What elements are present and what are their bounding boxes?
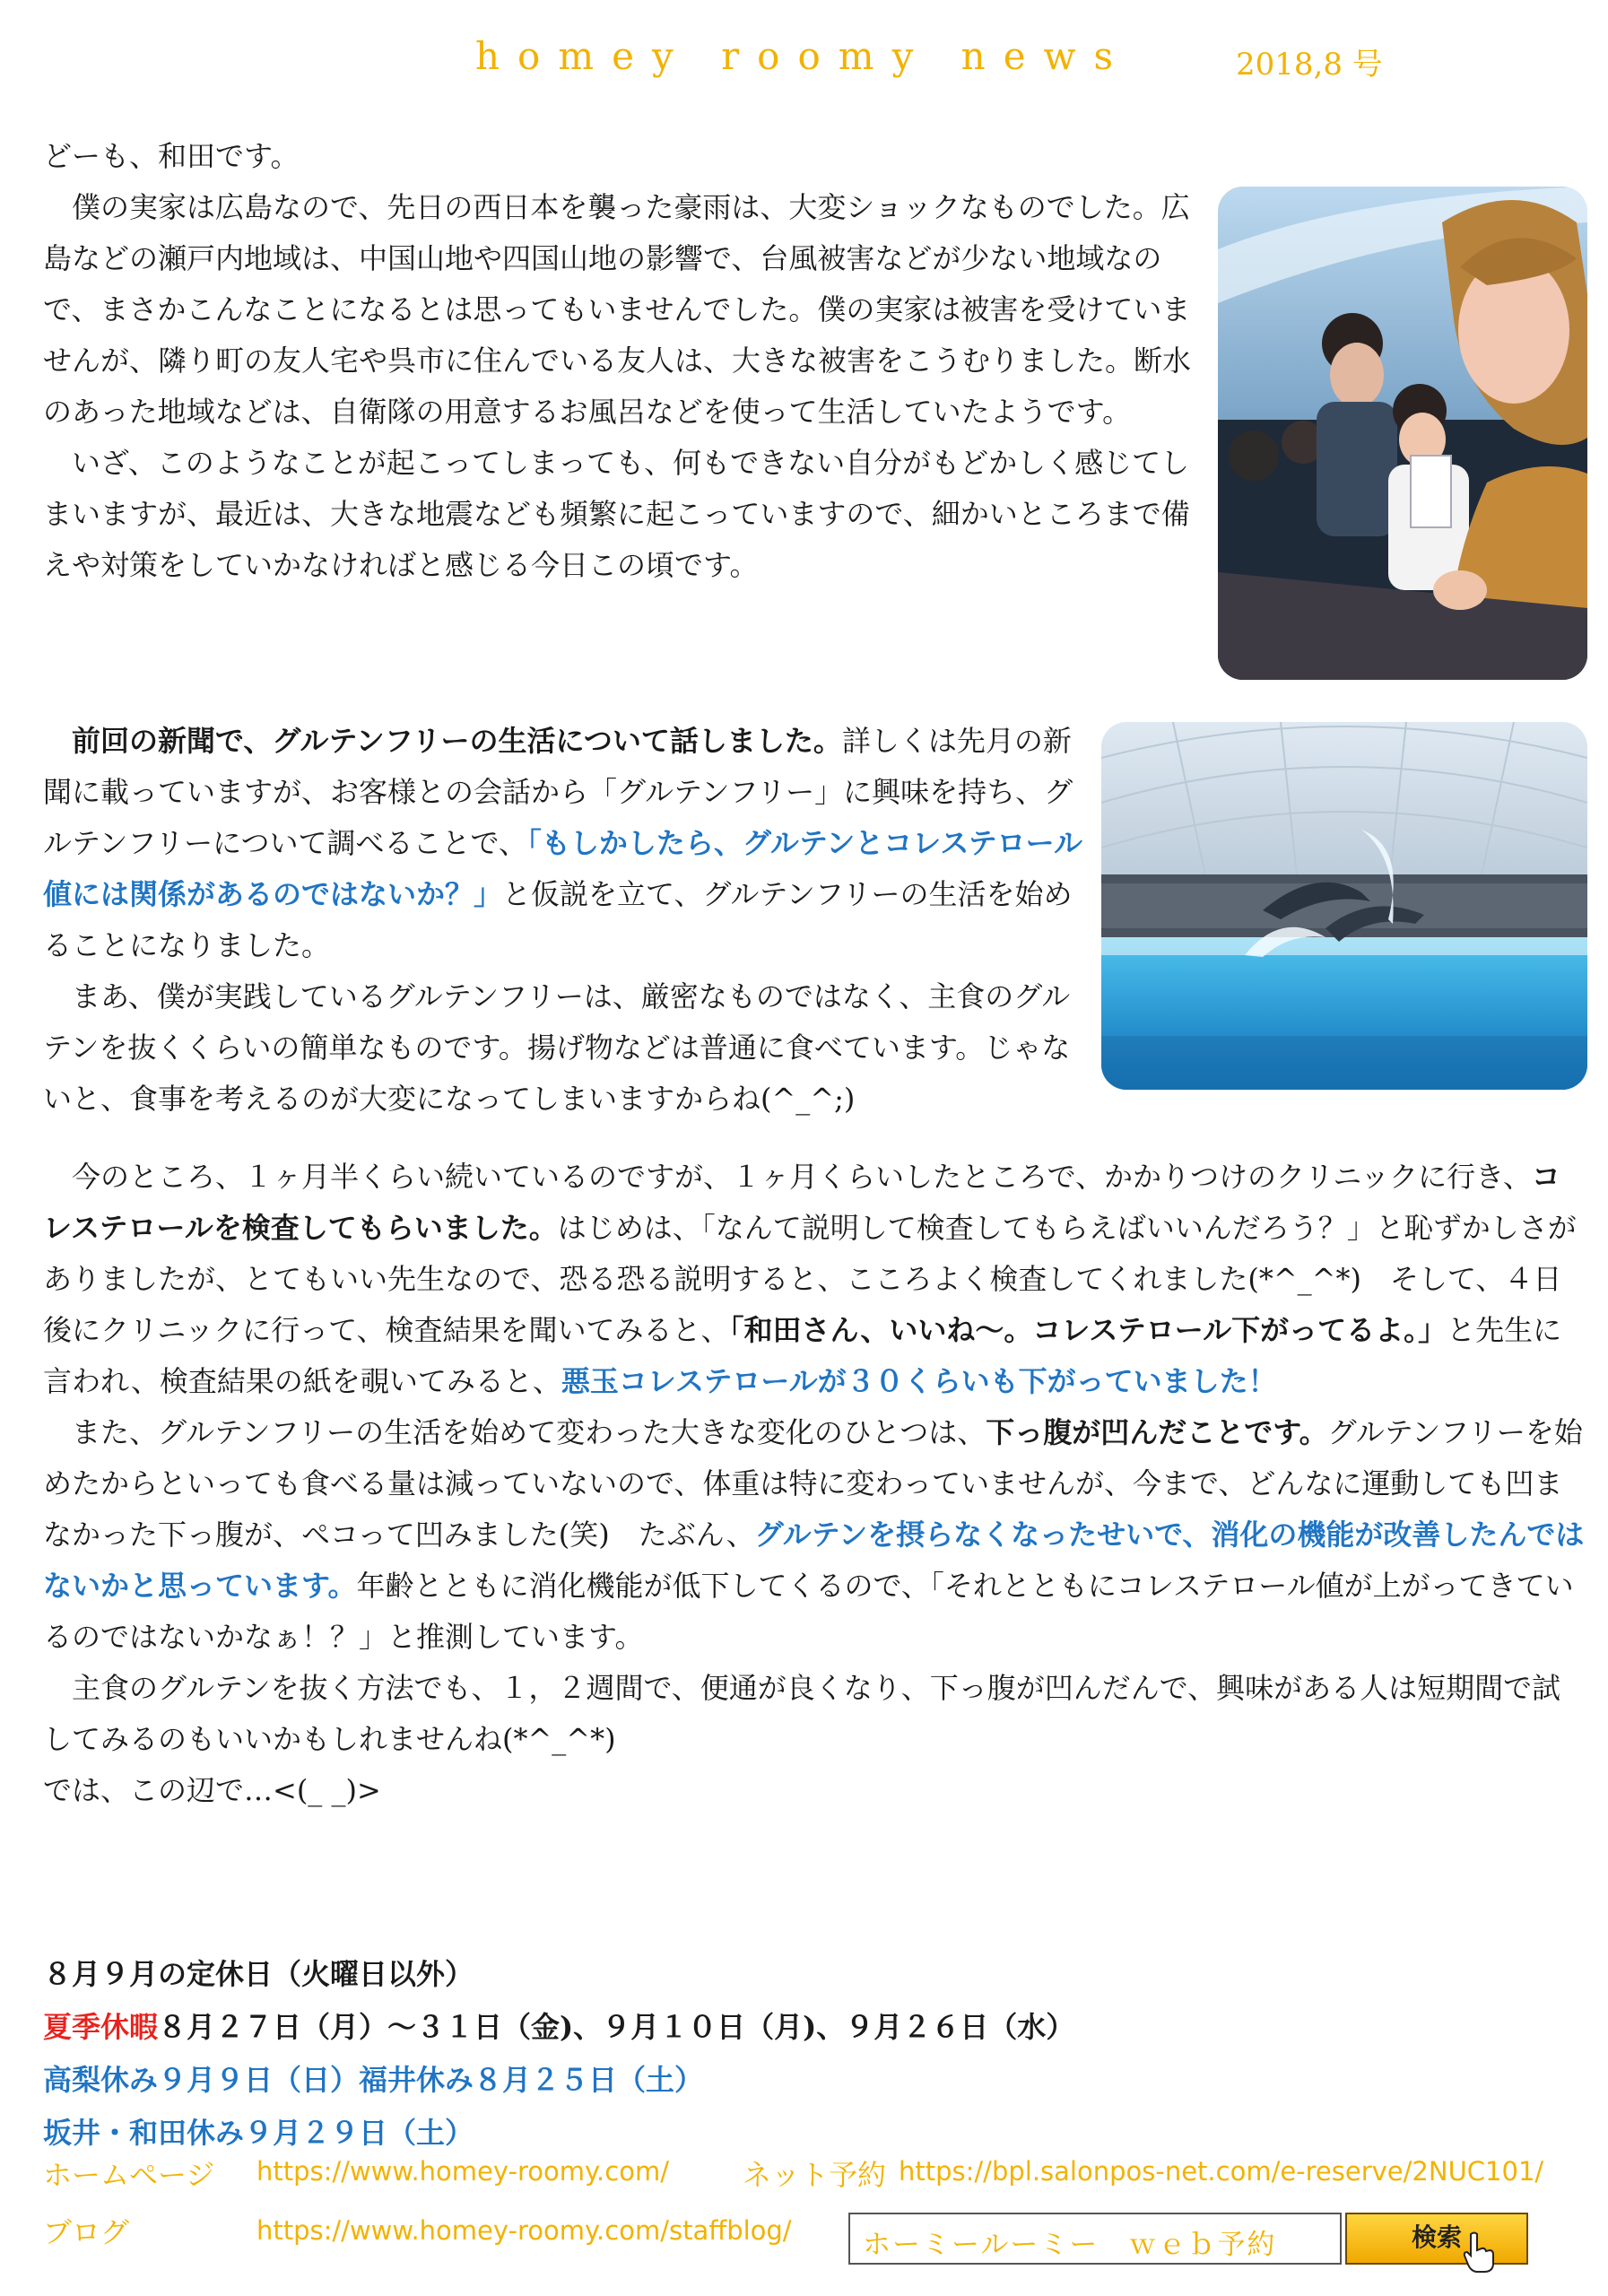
staff-holiday-line-1: 高梨休み９月９日（日）福井休み８月２５日（土） [43,2063,704,2097]
blog-link[interactable]: https://www.homey-roomy.com/staffblog/ [256,2215,792,2246]
web-reserve-text: ホーミールーミー ｗｅｂ予約 [863,2229,1277,2261]
previous-issue-note: 前回の新聞で、グルテンフリーの生活について話しました。 [72,724,842,758]
greeting: どーも、和田です。 [43,139,300,173]
article-gluten-free [43,716,1092,1125]
holiday-title: ８月９月の定休日（火曜日以外） [43,1957,474,1991]
dolphin-show-photo [1101,722,1587,1090]
hypothesis-highlight: 「もしかしたら、グルテンとコレステロール値には関係があるのではないか？」 [43,826,1083,911]
reserve-link[interactable]: https://bpl.salonpos-net.com/e-reserve/2NUC101/ [899,2156,1544,2187]
p5-text-b: はじめは、「なんて説明して検査してもらえばいいんだろう？」と恥ずかしさがありましたが、とてもいい先生なので、恐る恐る説明すると、こころよく検査してくれました(*^_^*) そして、４日後にクリニックに行って、検査結果を聞いてみると、 [43,1211,1577,1347]
blog-label: ブログ [43,2215,130,2249]
reserve-label: ネット予約 [743,2158,887,2192]
paragraph-1: 僕の実家は広島なので、先日の西日本を襲った豪雨は、大変ショックなものでした。広島などの瀬戸内地域は、中国山地や四国山地の影響で、台風被害などが少ない地域なので、まさかこんなことになるとは思ってもいませんでした。僕の実家は被害を受けていませんが、隣り町の友人宅や呉市に住んでいる友人は、大きな被害をこうむりました。断水のあった地域などは、自衛隊の用意するお風呂などを使って生活していたようです。 [43,190,1192,429]
p6-text-b: グルテンフリーを始めたからといっても食べる量は減っていないので、体重は特に変わっていませんが、今まで、どんなに運動しても凹まなかった下っ腹が、ペコって凹みました(笑) たぶん、 [43,1415,1583,1552]
p3-text-b: と仮説を立て、グルテンフリーの生活を始めることになりました。 [43,877,1073,962]
homepage-label: ホームページ [43,2158,215,2192]
holiday-schedule [43,1948,1074,2160]
pointer-cursor-icon [1462,2231,1498,2274]
paragraph-2: いざ、このようなことが起こってしまっても、何もできない自分がもどかしく感じてしまいますが、最近は、大きな地震なども頻繁に起こっていますので、細かいところまで備えや対策をしていかなければと感じる今日この頃です。 [43,446,1190,582]
closing: では、この辺で…<(_ _)> [43,1773,381,1807]
belly-note: 下っ腹が凹んだことです。 [986,1415,1328,1449]
summer-holiday-line [43,2001,1074,2054]
doctor-quote: 「和田さん、いいね〜。コレステロール下がってるよ。」 [729,1313,1447,1347]
p5-text-a: 今のところ、１ヶ月半くらい続いているのですが、１ヶ月くらいしたところで、かかりつけのクリニックに行き、 [72,1160,1532,1194]
paragraph-7: 主食のグルテンを抜く方法でも、１，２週間で、便通が良くなり、下っ腹が凹んだんで、興味がある人は短期間で試してみるのもいいかもしれませんね(*^_^*) [43,1671,1561,1756]
digestion-highlight: グルテンを摂らなくなったせいで、消化の機能が改善したんではないかと思っています。 [43,1518,1585,1603]
paragraph-4: まあ、僕が実践しているグルテンフリーは、厳密なものではなく、主食のグルテンを抜くくらいの簡単なものです。揚げ物などは普通に食べています。じゃないと、食事を考えるのが大変になってしまいますからね(^_^;) [43,979,1071,1116]
newsletter-title: homey roomy news [475,34,1132,78]
p3-text-a: 詳しくは先月の新聞に載っていますが、お客様との会話から「グルテンフリー」に興味を持ち、グルテンフリーについて調べることで、 [43,724,1073,860]
family-aquarium-photo [1218,187,1587,680]
summer-label: 夏季休暇 [43,2010,159,2044]
web-reserve-search-field[interactable] [848,2213,1342,2265]
search-button-label: 検索 [1411,2222,1462,2252]
result-highlight: 悪玉コレステロールが３０くらいも下がっていました！ [561,1364,1277,1398]
p6-text-c: 年齢とともに消化機能が低下してくるので、「それとともにコレステロール値が上がってきているのではないかなぁ！？」と推測しています。 [43,1569,1574,1654]
staff-holiday-line-2: 坂井・和田休み９月２９日（土） [43,2116,474,2150]
p6-text-a: また、グルテンフリーの生活を始めて変わった大きな変化のひとつは、 [72,1415,987,1449]
p5-text-c: と先生に言われ、検査結果の紙を覗いてみると、 [43,1313,1562,1398]
article-cholesterol [43,1152,1587,1816]
homepage-link[interactable]: https://www.homey-roomy.com/ [256,2156,669,2187]
issue-number: 2018,8 号 [1236,47,1383,83]
search-button[interactable] [1345,2213,1528,2265]
cholesterol-test-note: コレステロールを検査してもらいました。 [43,1160,1560,1245]
summer-dates: ８月２７日（月）〜３１日（金)、９月１０日（月)、９月２６日（水） [158,2010,1075,2044]
article-intro [43,131,1196,591]
